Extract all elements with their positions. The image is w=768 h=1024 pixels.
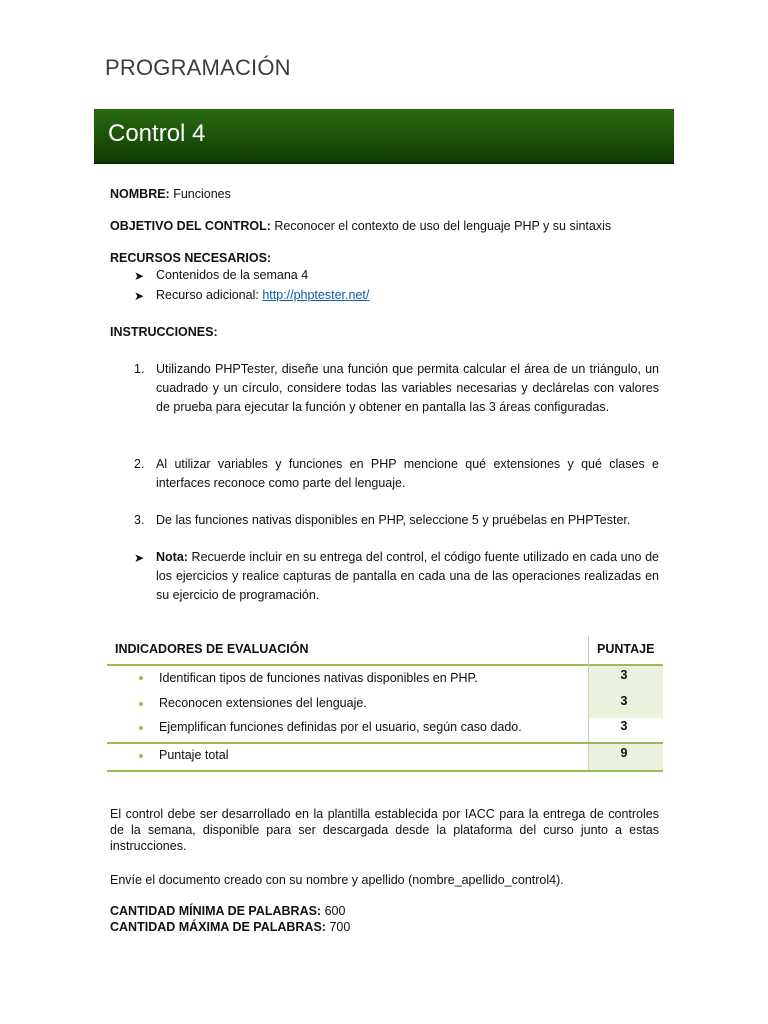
max-words-value: 700 [325, 920, 351, 934]
evaluation-table [107, 636, 663, 772]
delivery-paragraph: El control debe ser desarrollado en la plantilla establecida por IACC para la entrega de controles de la semana, disponible para ser descargada desde la plataforma del curso junto a estas instrucciones. [110, 807, 659, 853]
nombre-value: Funciones [169, 187, 231, 201]
min-words-label: CANTIDAD MÍNIMA DE PALABRAS: [110, 904, 322, 918]
instrucciones-label: INSTRUCCIONES: [110, 325, 218, 339]
send-note: Envíe el documento creado con su nombre y apellido (nombre_apellido_control4). [110, 873, 564, 887]
score-cell: 3 [620, 668, 628, 682]
instruction-number: 3. [134, 513, 145, 527]
instruction-text: Al utilizar variables y funciones en PHP mencione qué extensiones y qué clases e interfaces reconoce como parte del lenguaje. [156, 457, 659, 490]
instruction-number: 2. [134, 457, 145, 471]
indicator-cell: Reconocen extensiones del lenguaje. [159, 696, 367, 710]
recurso-item-label: Recurso adicional: [156, 288, 263, 302]
arrow-bullet-icon: ➤ [134, 269, 145, 283]
min-words-line [110, 903, 345, 919]
total-label-cell: Puntaje total [159, 748, 229, 762]
instruction-text: De las funciones nativas disponibles en PHP, seleccione 5 y pruébelas en PHPTester. [156, 513, 631, 527]
instruction-number: 1. [134, 362, 145, 376]
nombre-label: NOMBRE: [110, 187, 170, 201]
nota-text: Recuerde incluir en su entrega del control, el código fuente utilizado en cada uno de los ejercicios y realice capturas de pantalla en cada una de las operaciones realizadas en su ejercicio de programación. [156, 550, 659, 602]
score-cell: 3 [620, 719, 628, 733]
bullet-dot-icon [139, 702, 143, 706]
indicator-cell: Ejemplifican funciones definidas por el usuario, según caso dado. [159, 720, 522, 734]
arrow-bullet-icon: ➤ [134, 289, 145, 303]
arrow-bullet-icon: ➤ [134, 551, 145, 565]
nombre-line [110, 185, 231, 204]
recurso-item [156, 286, 369, 305]
recurso-item: Contenidos de la semana 4 [156, 268, 309, 282]
table-bottom-border [107, 770, 663, 772]
objetivo-label: OBJETIVO DEL CONTROL: [110, 219, 271, 233]
min-words-value: 600 [321, 904, 346, 918]
header-score: PUNTAJE [597, 642, 655, 656]
phptester-link[interactable]: http://phptester.net/ [262, 288, 370, 302]
max-words-line [110, 919, 350, 935]
bullet-dot-icon [139, 754, 143, 758]
indicator-cell: Identifican tipos de funciones nativas disponibles en PHP. [159, 671, 478, 685]
objetivo-value: Reconocer el contexto de uso del lenguaje PHP y su sintaxis [270, 219, 612, 233]
table-total-divider [107, 742, 663, 744]
total-score-cell: 9 [620, 746, 628, 760]
max-words-label: CANTIDAD MÁXIMA DE PALABRAS: [110, 920, 326, 934]
objetivo-line [110, 217, 611, 236]
table-header-divider [107, 664, 663, 666]
bullet-dot-icon [139, 726, 143, 730]
nota-paragraph [156, 548, 659, 605]
instruction-text: Utilizando PHPTester, diseñe una función que permita calcular el área de un triángulo, un cuadrado y un círculo, considere todas las variables necesarias y declárelas con valores de prueba para ejecutar la función y obtener en pantalla las 3 áreas configuradas. [156, 362, 659, 414]
nota-label: Nota: [156, 550, 188, 564]
subject-title: PROGRAMACIÓN [105, 55, 291, 80]
control-title: Control 4 [108, 120, 206, 147]
header-indicator: INDICADORES DE EVALUACIÓN [115, 642, 309, 656]
score-cell: 3 [620, 694, 628, 708]
recursos-label: RECURSOS NECESARIOS: [110, 251, 272, 265]
bullet-dot-icon [139, 676, 143, 680]
control-banner [94, 109, 674, 164]
